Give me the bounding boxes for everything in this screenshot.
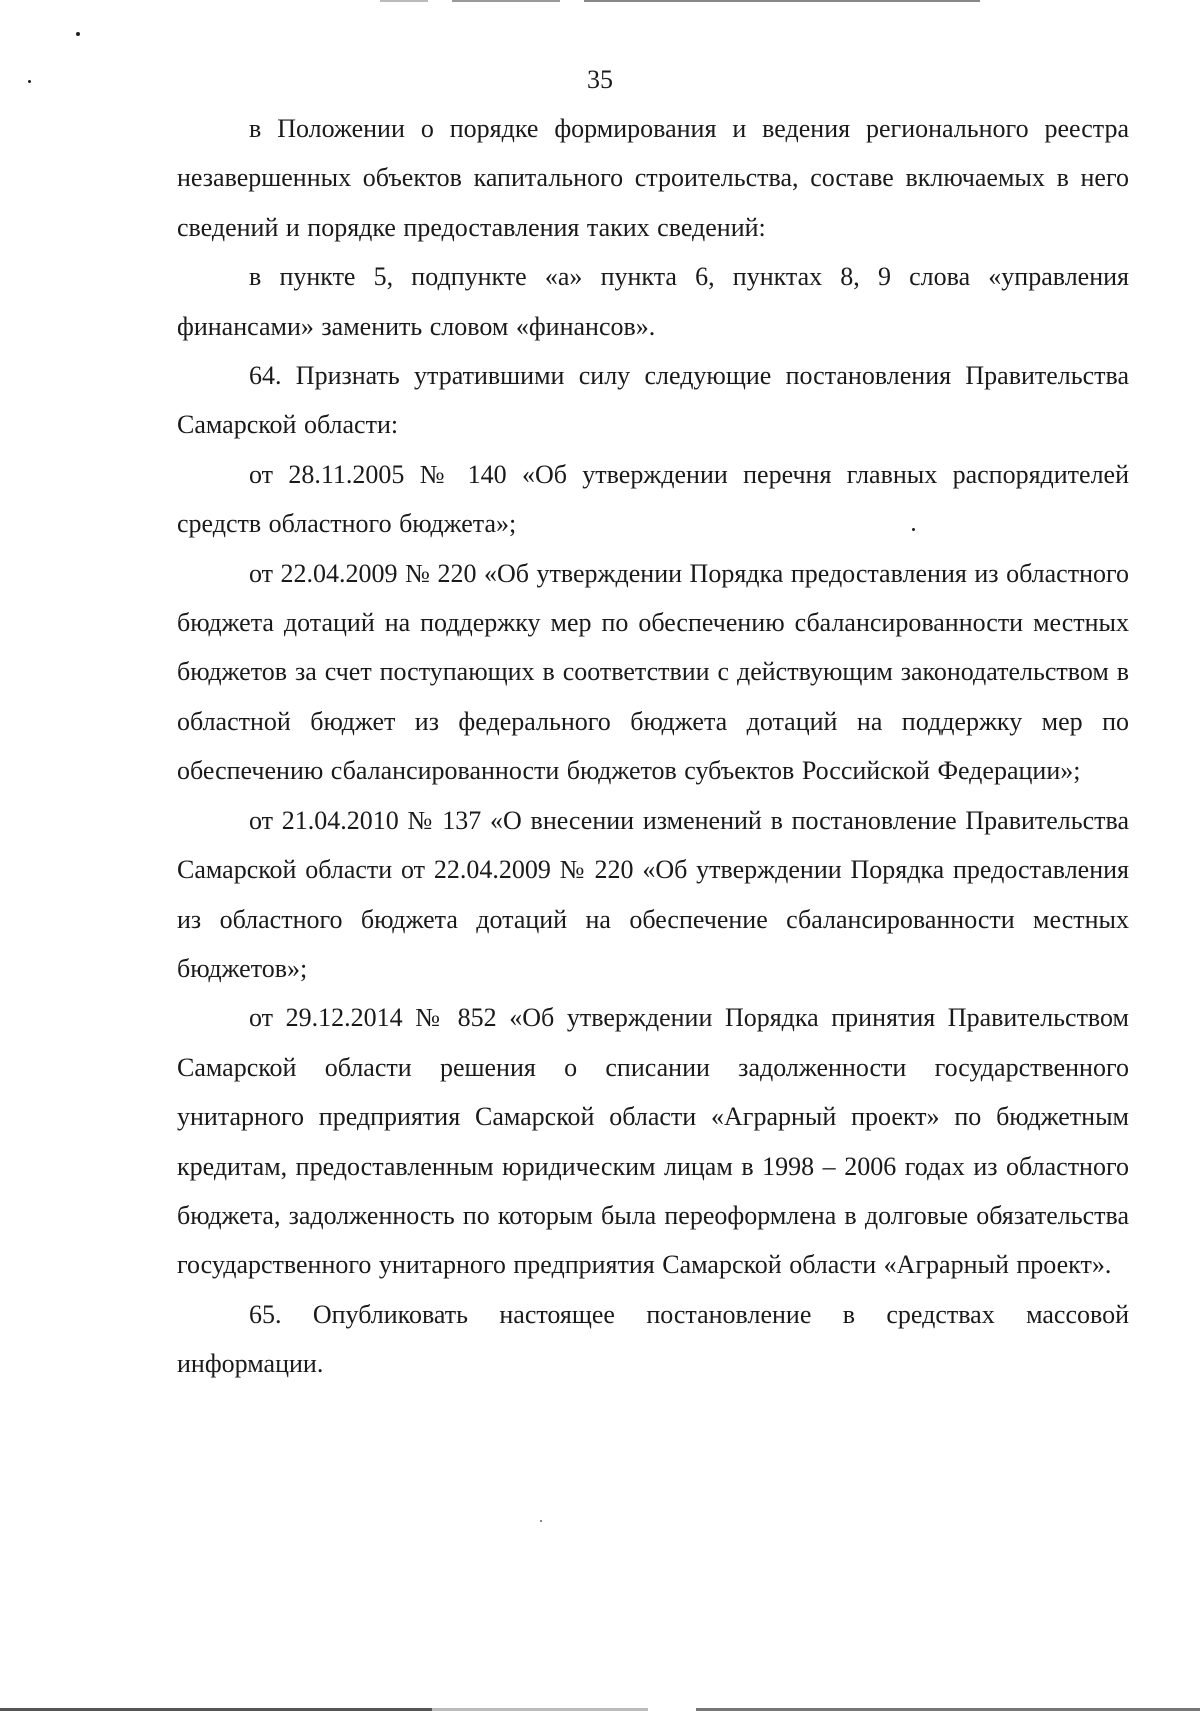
paragraph-finance-wording: в пункте 5, подпункте «а» пункта 6, пунктах 8, 9 слова «управления финансами» заменить словом «финансов». xyxy=(177,262,1129,341)
paragraph-resolution-140: от 28.11.2005 № 140 «Об утверждении перечня главных распорядителей средств областного бюджета»; xyxy=(177,459,1129,539)
paragraph-resolution-137: от 21.04.2010 № 137 «О внесении изменений в постановление Правительства Самарской области от 22.04.2009 № 220 «Об утверждении Порядка предоставления из областного бюджета дотаций на обеспечение сбалансированности местных бюджетов»; xyxy=(177,805,1129,983)
scan-speck xyxy=(540,1520,542,1522)
page-number: 35 xyxy=(587,65,613,94)
scan-edge-top xyxy=(380,0,980,2)
scan-edge-bottom xyxy=(0,1708,1200,1711)
paragraph-item-64: 64. Признать утратившими силу следующие постановления Правительства Самарской области: xyxy=(177,361,1129,440)
paragraph-resolution-220: от 22.04.2009 № 220 «Об утверждении Порядка предоставления из областного бюджета дотаций на поддержку мер по обеспечению сбалансированности местных бюджетов за счет поступающих в соответствии с действующим законодательством в областной бюджет из федерального бюджета дотаций на поддержку мер по обеспечению сбалансированности бюджетов субъектов Российской Федерации»; xyxy=(177,558,1129,786)
paragraph-regional-register: в Положении о порядке формирования и ведения регионального реестра незавершенных объектов капитального строительства, составе включаемых в него сведений и порядке предоставления таких сведений: xyxy=(177,114,1129,242)
paragraph-item-65: 65. Опубликовать настоящее постановление в средствах массовой информации. xyxy=(177,1299,1129,1379)
paragraph-resolution-852: от 29.12.2014 № 852 «Об утверждении Порядка принятия Правительством Самарской области решения о списании задолженности государственного унитарного предприятия Самарской области «Аграрный проект» по бюджетным кредитам, предоставленным юридическим лицам в 1998 – 2006 годах из областного бюджета, задолженность по которым была переоформлена в долговые обязательства государственного унитарного предприятия Самарской области «Аграрный проект». xyxy=(177,1003,1129,1280)
scan-speck xyxy=(76,32,80,36)
document-body xyxy=(177,104,1129,1389)
